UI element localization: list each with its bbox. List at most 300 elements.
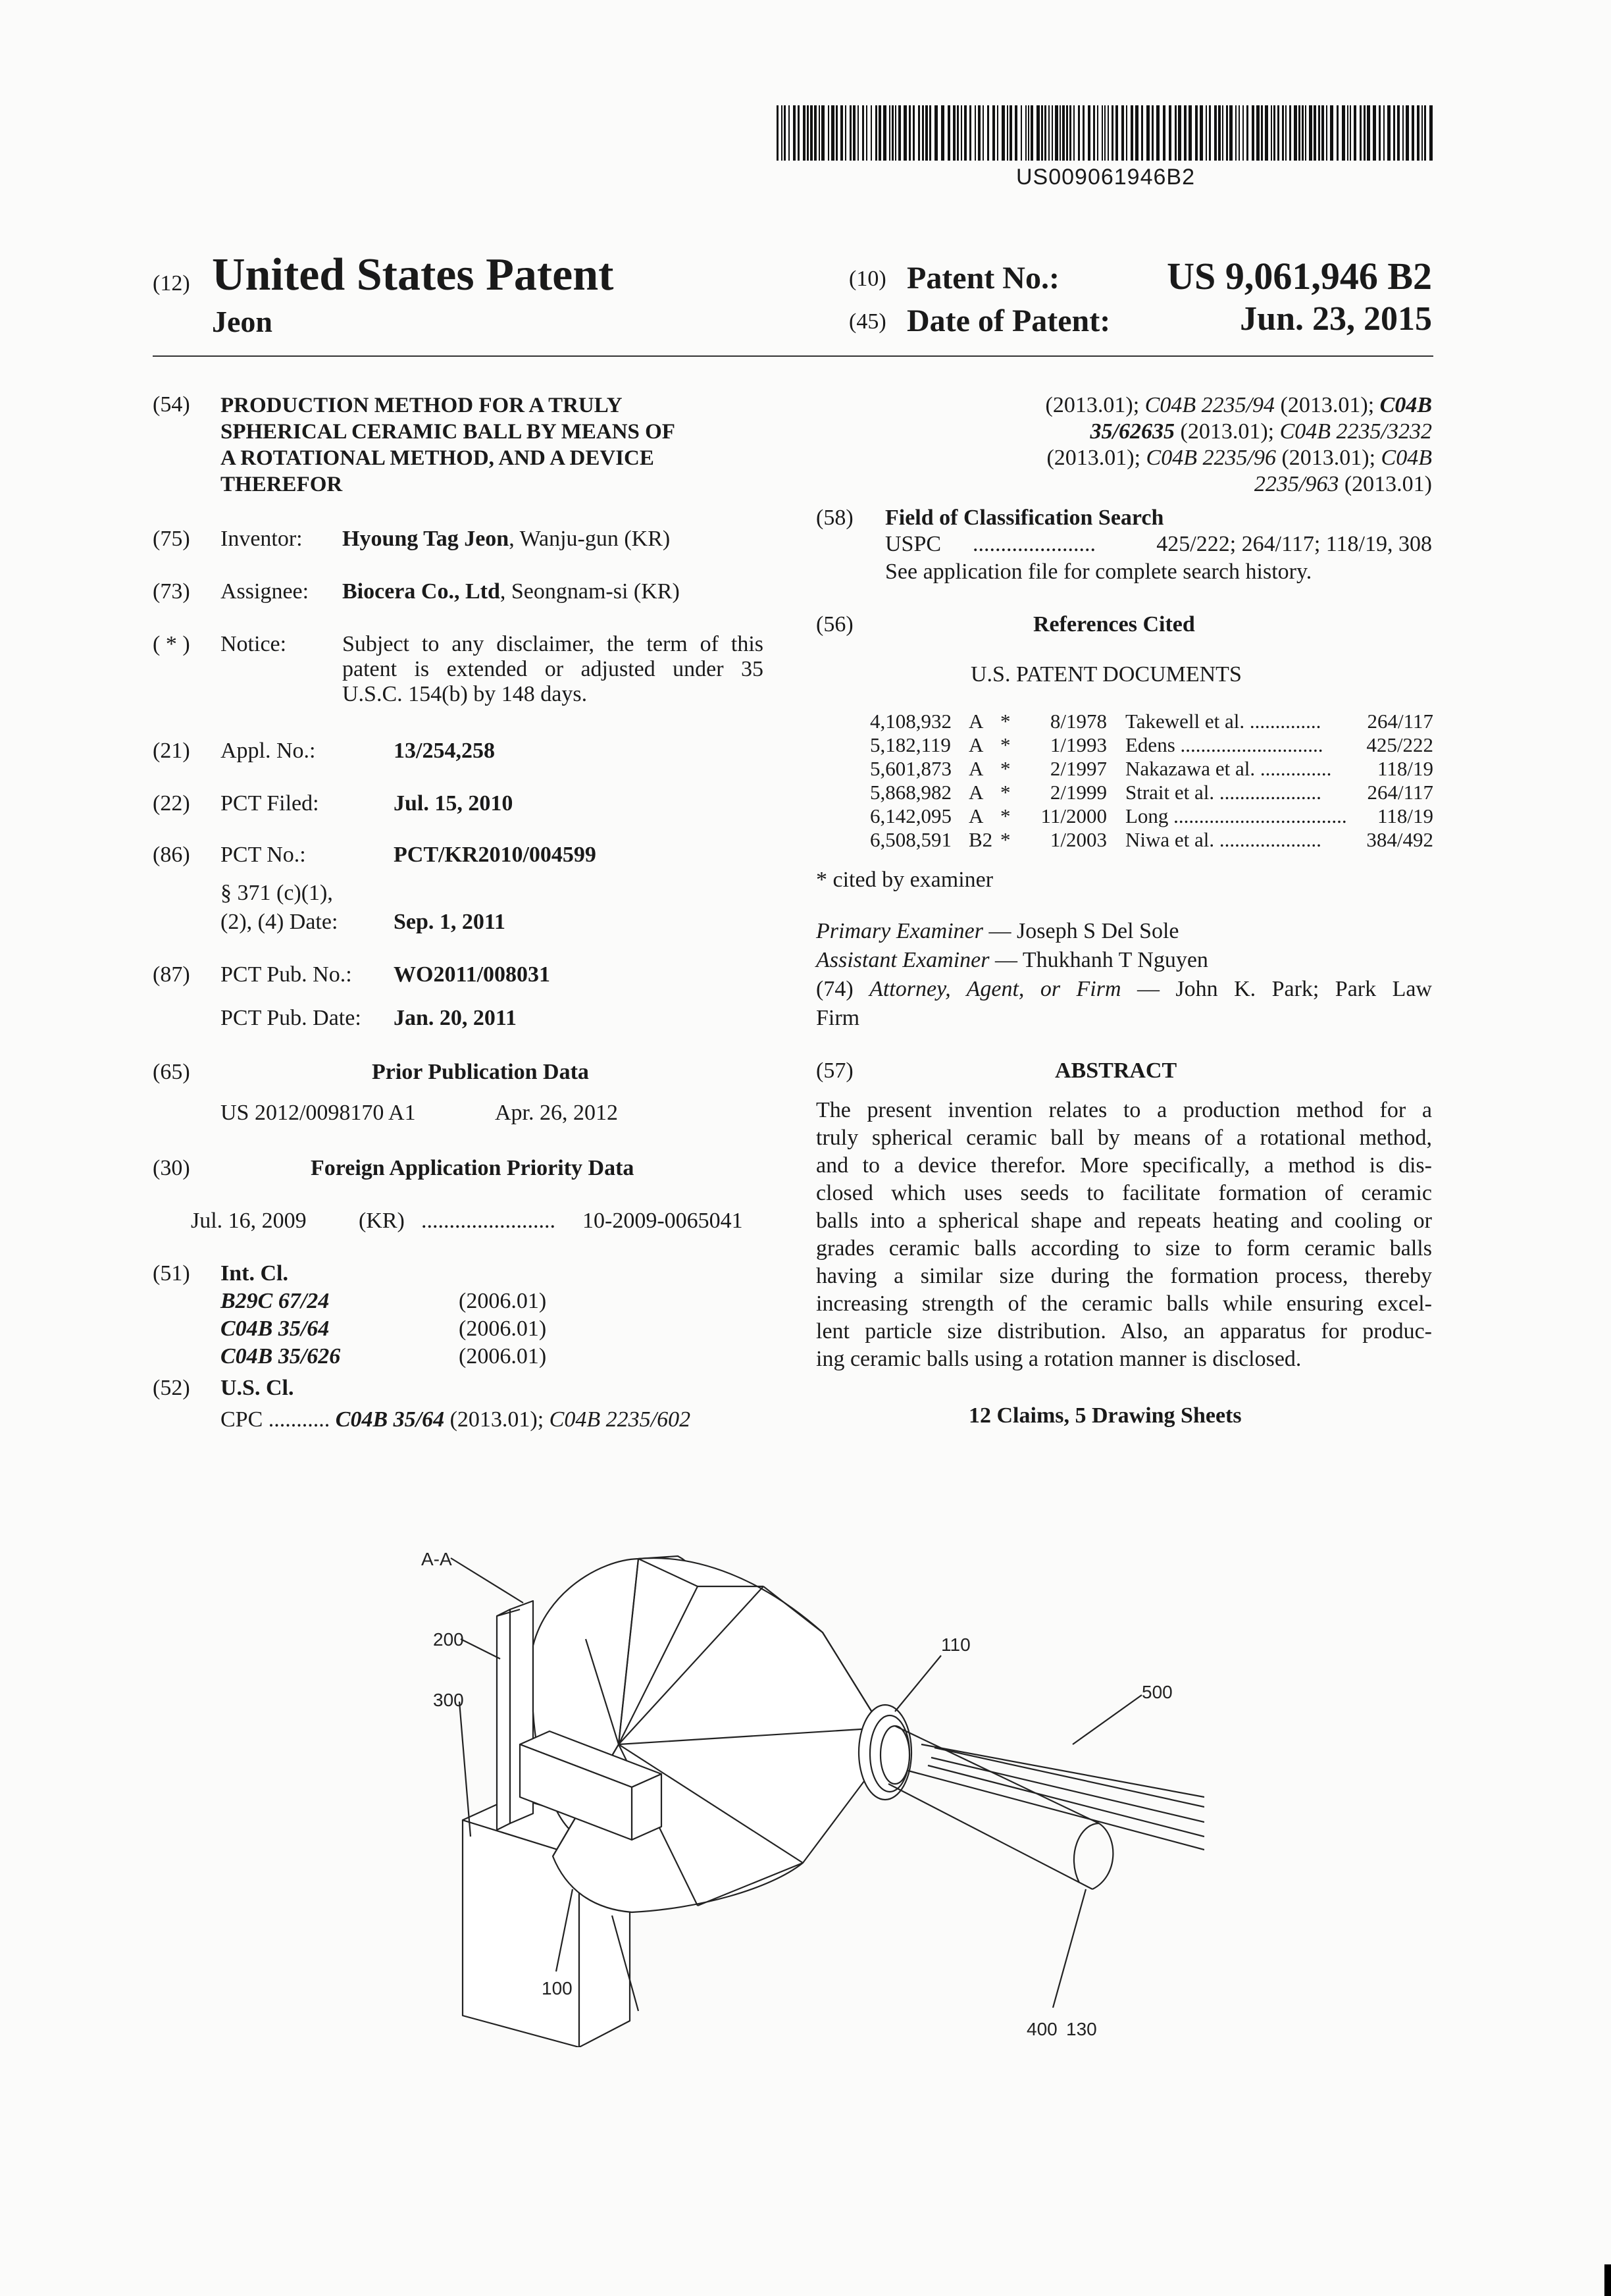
barcode-bar [836,105,838,161]
barcode-bar [992,105,995,161]
assignee-field [342,579,680,604]
barcode-bar [840,105,843,161]
document-title: United States Patent [212,249,614,300]
figure-label-aa: A-A [421,1549,452,1569]
barcode-bar [1337,105,1339,161]
figure-label-110: 110 [941,1634,971,1655]
field-code: (58) [816,506,854,530]
barcode-bar [803,105,806,161]
frame-front [497,1609,510,1830]
pct-no-value: PCT/KR2010/004599 [394,843,596,867]
cpc-cont-line [1046,392,1432,419]
attorney-line [816,977,1432,1002]
code-12: (12) [153,271,190,296]
barcode-bar [1305,105,1306,161]
reference-date: 8/1978 [1050,710,1107,733]
barcode-bar [913,105,915,161]
barcode-bar [1285,105,1287,161]
reference-name: Strait et al. .................... [1125,781,1321,804]
barcode-bar [1131,105,1133,161]
barcode-bar [1025,105,1027,161]
tube-400 [888,1726,1099,1889]
intcl-code-3: C04B 35/626 [220,1344,341,1369]
barcode-bar [1146,105,1150,161]
barcode-bar [1002,105,1005,161]
reference-name: Nakazawa et al. .............. [1125,757,1332,780]
barcode-bar [879,105,881,161]
prior-pub-date: Apr. 26, 2012 [495,1101,618,1125]
barcode-bar [909,105,911,161]
barcode-bar [1031,105,1033,161]
barcode-bar [1383,105,1385,161]
figure-label-200: 200 [433,1629,464,1650]
barcode-bar [1088,105,1090,161]
barcode-bar [925,105,928,161]
barcode-bar [1062,105,1065,161]
pct-pub-code: (87) [153,962,190,987]
barcode-bar [1222,105,1223,161]
barcode-bar [1141,105,1143,161]
barcode-bar [1206,105,1207,161]
reference-star: * [1000,804,1011,827]
assistant-examiner [816,948,1208,973]
barcode-bar [1093,105,1095,161]
barcode-bar [1277,105,1279,161]
notice-line: Subject to any disclaimer, the term of this [342,632,763,656]
barcode-bar [866,105,867,161]
barcode-bar [892,105,894,161]
inventor-label: Inventor: [220,527,303,551]
reference-kind: A [969,710,984,733]
refs-heading: References Cited [1033,612,1195,637]
reference-kind: A [969,733,984,756]
barcode-bar [845,105,846,161]
barcode-bar [1397,105,1400,161]
barcode-bar [1115,105,1118,161]
cpc-prefix: CPC ........... [220,1407,330,1432]
barcode-bar [1028,105,1029,161]
barcode-bar [1069,105,1071,161]
primary-name: — Joseph S Del Sole [983,919,1179,943]
barcode-bar [1387,105,1391,161]
cpc-cont-line [1046,419,1432,445]
barcode-bar [1314,105,1316,161]
barcode-bar [828,105,829,161]
primary-label: Primary Examiner [816,919,984,943]
barcode-bar [1200,105,1203,161]
reference-no: 5,601,873 [870,757,952,780]
s371-line1: § 371 (c)(1), [220,881,333,905]
attorney-code: (74) [816,977,870,1001]
barcode-bar [784,105,786,161]
cpc-text: (2013.01) [1339,472,1432,496]
barcode-bar [1350,105,1351,161]
refs-code: (56) [816,612,854,637]
barcode-bar [1073,105,1075,161]
barcode-bar [1309,105,1312,161]
barcode-bar [898,105,901,161]
barcode-bar [1041,105,1043,161]
assistant-label: Assistant Examiner [816,948,990,972]
barcode-bar [1055,105,1058,161]
inventor-short: Jeon [212,305,272,338]
intcl-label: Int. Cl. [220,1261,288,1286]
barcode-bar [1302,105,1304,161]
attorney-line-2: Firm [816,1006,860,1030]
barcode-bar [1007,105,1008,161]
leader-110 [895,1656,941,1711]
barcode-bar [1321,105,1324,161]
barcode-bar [922,105,924,161]
barcode-bar [883,105,886,161]
barcode-bar [1178,105,1181,161]
barcode-bar [1066,105,1068,161]
pct-pub-date-value: Jan. 20, 2011 [394,1006,517,1030]
date-label: Date of Patent: [907,303,1111,338]
barcode-bar [807,105,809,161]
barcode-bar [793,105,796,161]
abstract-text [816,1097,1432,1373]
barcode-bar [1104,105,1106,161]
barcode-bar [862,105,864,161]
reference-cls: 118/19 [1377,804,1433,827]
barcode-bar [1379,105,1381,161]
barcode-bar [814,105,817,161]
cpc-text: (2013.01); [1275,446,1381,470]
claims-summary: 12 Claims, 5 Drawing Sheets [969,1403,1242,1428]
barcode-bar [1229,105,1233,161]
reference-star: * [1000,710,1011,733]
barcode-bar [1209,105,1211,161]
cpc-code: C04B 35/64 [335,1407,445,1432]
invention-title [220,392,675,498]
abstract-line: and to a device therefor. More specifically, a method is dis- [816,1153,1432,1178]
barcode-bar [1364,105,1366,161]
pct-pub-date-label: PCT Pub. Date: [220,1006,361,1030]
reference-date: 1/1993 [1050,733,1107,756]
intcl-ver-3: (2006.01) [459,1344,547,1369]
barcode-bar [997,105,998,161]
barcode-bar [1021,105,1022,161]
foreign-dots: ........................ [421,1209,555,1233]
abstract-line: having a similar size during the formation process, thereby [816,1264,1432,1288]
reference-name: Niwa et al. .................... [1125,828,1321,851]
intcl-ver-1: (2006.01) [459,1289,547,1313]
patent-no-value: US 9,061,946 B2 [1167,255,1432,298]
barcode-bar [1252,105,1254,161]
field-heading: Field of Classification Search [885,506,1164,530]
barcode-bar [1078,105,1080,161]
inventor-code: (75) [153,527,190,551]
abstract-line: grades ceramic balls according to size to form ceramic balls [816,1236,1432,1261]
barcode-bar [961,105,962,161]
barcode-bar [1102,105,1103,161]
leader-130 [1053,1889,1086,2008]
barcode-bar [964,105,967,161]
barcode-bar [1330,105,1333,161]
cpc-code: C04B [1381,446,1432,470]
cpc-cont-line [1046,471,1432,498]
barcode-bar [1417,105,1419,161]
s371-line2: (2), (4) Date: [220,910,338,934]
appl-code: (21) [153,739,190,763]
attorney-label: Attorney, Agent, or Firm [869,977,1121,1001]
attorney-name: — John K. Park; Park Law [1121,977,1432,1001]
barcode-bar [871,105,872,161]
foreign-country: (KR) [359,1209,405,1233]
cpc-code: C04B 2235/602 [549,1407,691,1432]
barcode-bar [781,105,782,161]
barcode-bar [788,105,790,161]
reference-kind: A [969,781,984,804]
cpc-code: C04B 2235/3232 [1279,419,1432,444]
primary-examiner [816,919,1179,944]
barcode-bar [918,105,920,161]
barcode-bar [853,105,856,161]
title-line: SPHERICAL CERAMIC BALL BY MEANS OF [220,420,675,444]
leader-300 [459,1702,471,1837]
foreign-app-number: 10-2009-0065041 [582,1209,743,1233]
figure-label-500: 500 [1142,1682,1173,1702]
barcode-bar [1010,105,1012,161]
barcode-bar [1294,105,1297,161]
barcode-bar [1044,105,1046,161]
reference-no: 6,508,591 [870,828,952,851]
reference-no: 6,142,095 [870,804,952,827]
foreign-heading: Foreign Application Priority Data [311,1156,634,1180]
reference-cls: 384/492 [1366,828,1433,851]
barcode-bar [1239,105,1240,161]
reference-row [870,781,1433,806]
cpc-continuation [1046,392,1432,498]
abstract-line: increasing strength of the ceramic balls while ensuring excel- [816,1292,1432,1316]
barcode-bar [1036,105,1040,161]
cpc-code: 2235/963 [1254,472,1339,496]
intcl-ver-2: (2006.01) [459,1317,547,1341]
reference-date: 1/2003 [1050,828,1107,851]
barcode-bar [1342,105,1345,161]
barcode-bar [948,105,950,161]
barcode-bar [1402,105,1404,161]
barcode-bar [1242,105,1244,161]
barcode-bar [934,105,938,161]
inventor-name: Hyoung Tag Jeon [342,527,509,551]
title-code: (54) [153,392,190,417]
barcode-bar [1163,105,1165,161]
barcode-bar [1048,105,1050,161]
pct-no-code: (86) [153,843,190,867]
barcode-bar [978,105,981,161]
barcode-bar [1347,105,1348,161]
barcode-bar [777,105,779,161]
reference-star: * [1000,828,1011,851]
title-line: PRODUCTION METHOD FOR A TRULY [220,394,623,417]
barcode-bar [1373,105,1376,161]
assignee-name: Biocera Co., Ltd [342,579,500,604]
barcode-bar [875,105,877,161]
abstract-code: (57) [816,1058,854,1083]
s371-value: Sep. 1, 2011 [394,910,506,934]
barcode-bar [969,105,971,161]
abstract-line: balls into a spherical shape and repeats heating and cooling or [816,1209,1432,1233]
leader-200 [461,1639,500,1659]
barcode-bar [1282,105,1284,161]
pct-filed-value: Jul. 15, 2010 [394,791,513,816]
reference-star: * [1000,733,1011,756]
barcode-bar [1326,105,1327,161]
barcode-bar [1108,105,1109,161]
barcode-bar [895,105,896,161]
figure-label-400: 400 [1027,2019,1058,2039]
barcode-bar [1367,105,1370,161]
notice-line: patent is extended or adjusted under 35 [342,657,763,681]
abstract-line: The present invention relates to a production method for a [816,1098,1432,1122]
barcode-bar [975,105,976,161]
barcode-bar [1360,105,1362,161]
barcode-bar [929,105,931,161]
abstract-line: ing ceramic balls using a rotation manner is disclosed. [816,1347,1302,1371]
barcode-bar [831,105,834,161]
reference-kind: A [969,757,984,780]
reference-row [870,733,1433,758]
cpc-text: (2013.01); [1175,419,1280,444]
barcode-bar [1169,105,1171,161]
reference-cls: 118/19 [1377,757,1433,780]
prior-pub-code: (65) [153,1060,190,1084]
reference-cls: 425/222 [1366,733,1433,756]
pct-pub-value: WO2011/008031 [394,962,551,987]
barcode-bar [1318,105,1320,161]
barcode-bar [1184,105,1187,161]
barcode-bar [941,105,944,161]
intcl-code-2: C04B 35/64 [220,1317,330,1341]
foreign-date: Jul. 16, 2009 [191,1209,307,1233]
title-line: A ROTATIONAL METHOD, AND A DEVICE [220,446,654,470]
pct-filed-code: (22) [153,791,190,816]
barcode-bar [1298,105,1300,161]
barcode-bar [1226,105,1228,161]
barcode-bar [1214,105,1217,161]
pct-pub-label: PCT Pub. No.: [220,962,352,987]
barcode-bar [1015,105,1017,161]
leader-aa [451,1558,523,1603]
barcode-bar [1060,105,1061,161]
reference-kind: B2 [969,828,993,851]
barcode-bar [1121,105,1124,161]
reference-name: Edens ............................ [1125,733,1323,756]
barcode-bar [1195,105,1198,161]
abstract-line: truly spherical ceramic ball by means of a rotational method, [816,1126,1432,1150]
barcode-bar [850,105,852,161]
inventor-location: , Wanju-gun (KR) [509,527,671,551]
barcode-bar [1424,105,1426,161]
assistant-name: — Thukhanh T Nguyen [989,948,1208,972]
barcode-bar [819,105,820,161]
figure-label-300: 300 [433,1690,464,1710]
cpc-version: (2013.01); [444,1407,550,1432]
barcode-bar [1265,105,1268,161]
pct-filed-label: PCT Filed: [220,791,319,816]
reference-row [870,710,1433,735]
barcode-bar [1189,105,1192,161]
cpc-text: (2013.01); [1046,446,1146,470]
barcode [777,105,1435,161]
barcode-bar [1406,105,1409,161]
barcode-bar [957,105,959,161]
reference-cls: 264/117 [1367,781,1433,804]
foreign-code: (30) [153,1156,190,1180]
barcode-bar [1246,105,1248,161]
reference-no: 5,182,119 [870,733,951,756]
reference-cls: 264/117 [1367,710,1433,733]
barcode-bar [821,105,825,161]
barcode-bar [1393,105,1395,161]
barcode-bar [1152,105,1154,161]
barcode-number: US009061946B2 [1015,165,1195,190]
code-10: (10) [849,267,886,291]
assignee-location: , Seongnam-si (KR) [499,579,680,604]
patent-no-label: Patent No.: [907,261,1060,296]
figure-label-130: 130 [1066,2019,1097,2039]
barcode-bar [1271,105,1272,161]
cited-by-note: * cited by examiner [816,868,994,892]
reference-date: 2/1999 [1050,781,1107,804]
reference-row [870,804,1433,829]
reference-name: Takewell et al. .............. [1125,710,1321,733]
notice-text [342,632,763,707]
cpc-code: 35/62635 [1090,419,1175,444]
barcode-bar [1289,105,1291,161]
notice-label: Notice: [220,632,287,656]
reference-date: 11/2000 [1040,804,1107,827]
intcl-code-1: B29C 67/24 [220,1289,330,1313]
cpc-code: C04B 2235/94 [1144,393,1275,417]
barcode-bar [798,105,800,161]
barcode-bar [1156,105,1160,161]
reference-date: 2/1997 [1050,757,1107,780]
prior-pub-number: US 2012/0098170 A1 [220,1101,416,1125]
barcode-bar [1235,105,1237,161]
reference-row [870,757,1433,782]
leader-500 [1073,1695,1142,1744]
patent-figure [421,1547,1204,2047]
barcode-bar [1429,105,1433,161]
barcode-bar [1097,105,1098,161]
barcode-bar [857,105,859,161]
appl-label: Appl. No.: [220,739,316,763]
barcode-bar [1112,105,1113,161]
cpc-code: C04B [1379,393,1432,417]
reference-kind: A [969,804,984,827]
uspc-value: 425/222; 264/117; 118/19, 308 [1156,532,1432,556]
reference-star: * [1000,757,1011,780]
header-divider [153,355,1433,357]
reference-no: 5,868,982 [870,781,952,804]
pct-no-label: PCT No.: [220,843,306,867]
cpc-text: (2013.01); [1275,393,1380,417]
barcode-bar [904,105,907,161]
cpc-text: (2013.01); [1045,393,1145,417]
uscl-label: U.S. Cl. [220,1376,294,1400]
barcode-bar [1261,105,1263,161]
barcode-bar [1052,105,1053,161]
scan-mark [1604,2264,1611,2296]
barcode-bar [1354,105,1356,161]
barcode-bar [987,105,989,161]
barcode-bar [1421,105,1423,161]
notice-line: U.S.C. 154(b) by 148 days. [342,682,588,706]
title-line: THEREFOR [220,473,343,496]
